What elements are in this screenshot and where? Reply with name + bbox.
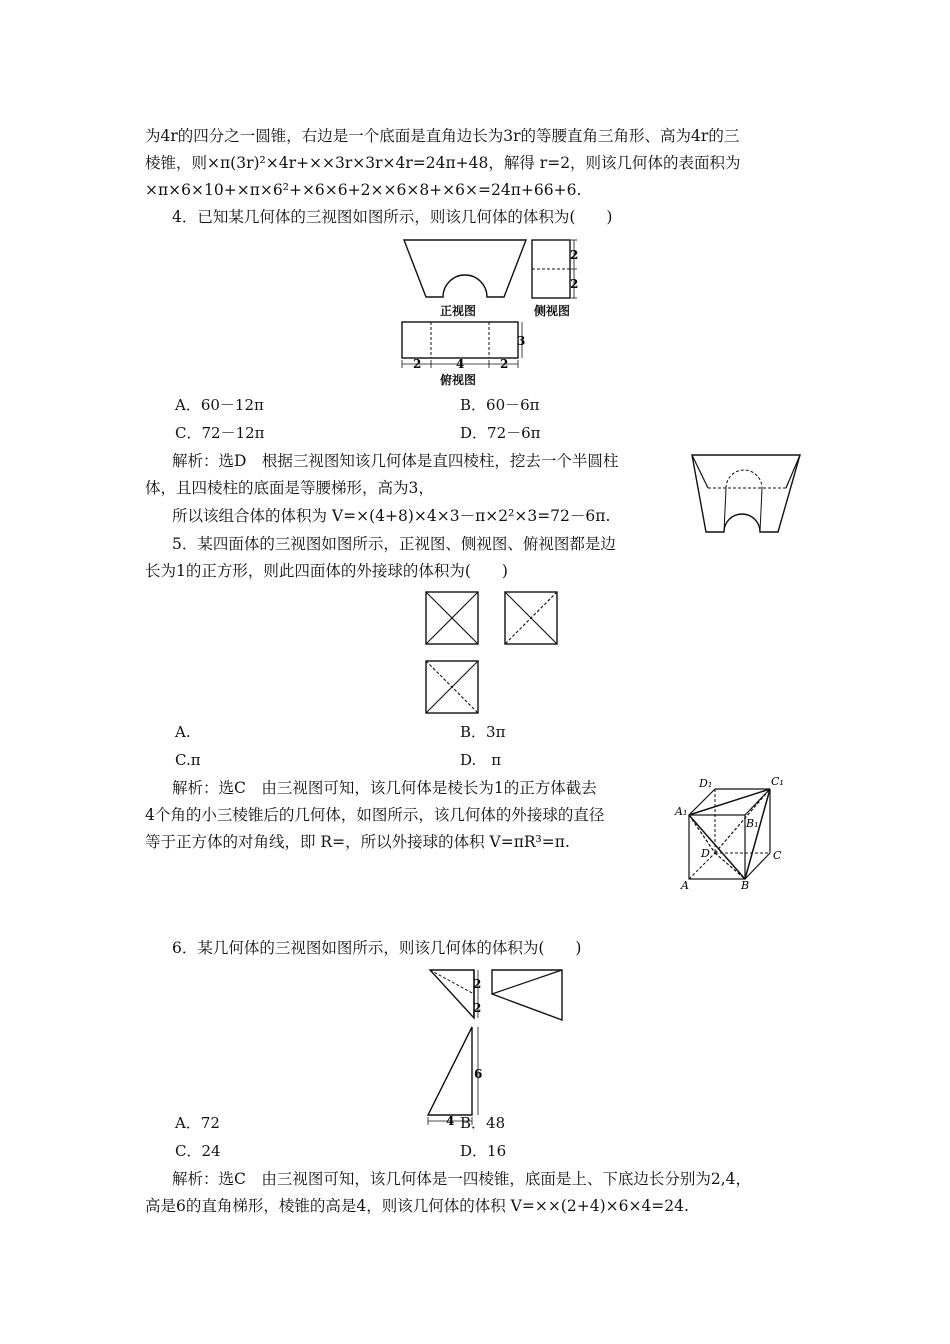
cube-label-a: A (681, 879, 689, 892)
cube-label-c1: C₁ (771, 775, 784, 788)
q6-dim-a: 2 (473, 977, 482, 991)
cube-label-a1: A₁ (675, 805, 688, 818)
q5-solution-3: 等于正方体的对角线，即 R=，所以外接球的体积 V=πR³=π. (145, 833, 570, 851)
cube-label-d1: D₁ (699, 777, 713, 790)
q4-side-dim-a: 2 (570, 248, 579, 262)
q6-dim-w: 4 (446, 1114, 455, 1128)
q5-option-a: A. (175, 723, 191, 741)
q4-solid-figure (688, 450, 808, 540)
q5-top-view (424, 659, 480, 715)
p3-line-2: 棱锥，则×π(3r)²×4r+××3r×3r×4r=24π+48，解得 r=2，则该几何体的表面积为 (145, 154, 741, 172)
q4-solution-2: 体，且四棱柱的底面是等腰梯形，高为3， (145, 479, 434, 497)
q6-option-a: A．72 (175, 1114, 220, 1132)
q4-top-dim-b: 4 (456, 357, 465, 371)
cube-label-c: C (773, 849, 782, 862)
q4-option-b: B．60－6π (460, 396, 540, 414)
q6-dim-b: 2 (473, 1001, 482, 1015)
q4-top-view (398, 318, 538, 373)
q6-solution-1: 解析：选C 由三视图可知，该几何体是一四棱锥，底面是上、下底边长分别为2,4， (172, 1170, 752, 1188)
cube-label-b: B (741, 879, 750, 892)
q5-option-c: C.π (175, 751, 201, 769)
q4-side-view (528, 235, 588, 310)
q5-stem-2: 长为1的正方形，则此四面体的外接球的体积为( ) (145, 562, 508, 580)
q6-side-view (490, 966, 565, 1026)
q5-side-view (503, 590, 559, 646)
q6-option-b: B．48 (460, 1114, 506, 1132)
q6-option-d: D．16 (460, 1142, 507, 1160)
q4-front-caption: 正视图 (440, 304, 477, 318)
q6-option-c: C．24 (175, 1142, 221, 1160)
q5-solution-2: 4个角的小三棱锥后的几何体，如图所示，该几何体的外接球的直径 (145, 806, 605, 824)
q4-solution-1: 解析：选D 根据三视图知该几何体是直四棱柱，挖去一个半圆柱 (172, 452, 619, 470)
q4-solution-3: 所以该组合体的体积为 V=×(4+8)×4×3－π×2²×3=72－6π. (172, 507, 611, 525)
p3-line-3: ×π×6×10+×π×6²+×6×6+2××6×8+×6×=24π+66+6. (145, 181, 582, 199)
q4-option-d: D．72－6π (460, 424, 541, 442)
q6-solution-2: 高是6的直角梯形，棱锥的高是4，则该几何体的体积 V=××(2+4)×6×4=24. (145, 1197, 689, 1215)
q5-option-d: D. π (460, 751, 502, 769)
q4-stem: 4．已知某几何体的三视图如图所示，则该几何体的体积为( ) (172, 208, 613, 226)
q5-stem-1: 5．某四面体的三视图如图所示，正视图、侧视图、俯视图都是边 (172, 535, 616, 553)
q4-option-a: A．60－12π (175, 396, 264, 414)
q4-front-view (398, 235, 538, 310)
q4-side-caption: 侧视图 (534, 304, 571, 318)
q5-solution-1: 解析：选C 由三视图可知，该几何体是棱长为1的正方体截去 (172, 779, 597, 797)
q4-top-caption: 俯视图 (440, 373, 477, 387)
q4-option-c: C．72－12π (175, 424, 265, 442)
q5-cube-figure (675, 775, 795, 890)
p3-line-1: 为4r的四分之一圆锥，右边是一个底面是直角边长为3r的等腰直角三角形、高为4r的三 (145, 127, 740, 145)
q6-dim-h: 6 (474, 1067, 483, 1081)
q4-side-dim-b: 2 (570, 277, 579, 291)
cube-label-d: D (701, 847, 710, 860)
cube-label-b1: B₁ (746, 817, 759, 830)
q4-top-dim-h: 3 (517, 334, 526, 348)
q4-top-dim-c: 2 (500, 357, 509, 371)
q6-front-view (428, 966, 488, 1026)
q5-front-view (424, 590, 480, 646)
q5-option-b: B．3π (460, 723, 506, 741)
q6-stem: 6．某几何体的三视图如图所示，则该几何体的体积为( ) (172, 939, 582, 957)
q4-top-dim-a: 2 (413, 357, 422, 371)
